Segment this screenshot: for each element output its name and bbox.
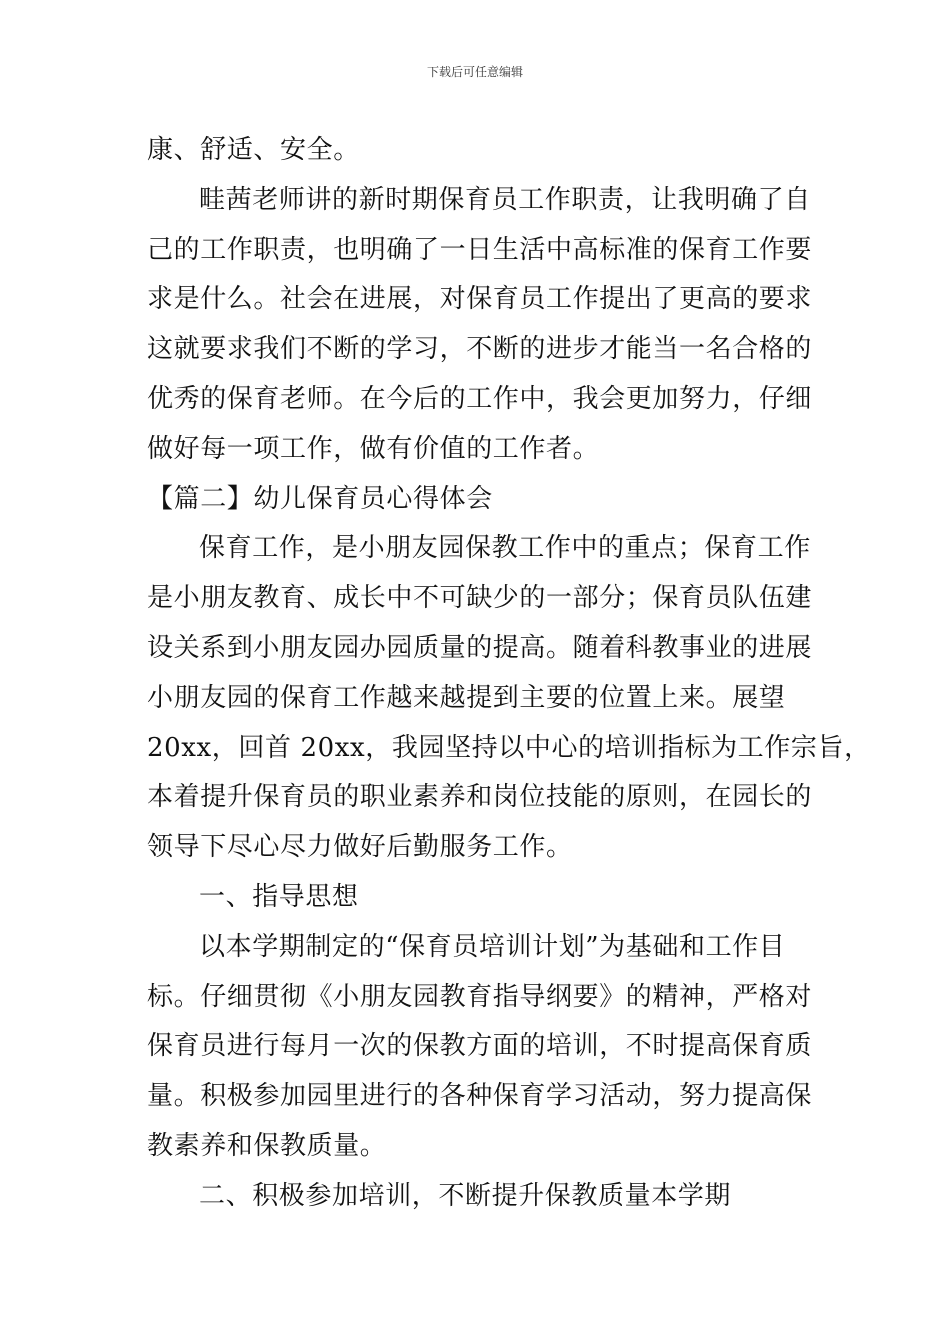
text-line: 教素养和保教质量。 — [147, 1130, 387, 1161]
text-line: 以本学期制定的“保育员培训计划”为基础和工作目 — [199, 931, 786, 962]
section-heading: 【篇二】幼儿保育员心得体会 — [147, 483, 493, 514]
document-body — [147, 126, 871, 1222]
text-line: 保育员进行每月一次的保教方面的培训，不时提高保育质 — [147, 1031, 813, 1062]
text-line: 量。积极参加园里进行的各种保育学习活动，努力提高保 — [147, 1081, 813, 1112]
subsection-heading: 二、积极参加培训，不断提升保教质量本学期 — [199, 1180, 732, 1211]
text-line: 康、舒适、安全。 — [147, 135, 360, 165]
text-line: 设关系到小朋友园办园质量的提高。随着科教事业的进展 — [147, 632, 813, 663]
text-line: 本着提升保育员的职业素养和岗位技能的原则，在园长的 — [147, 782, 813, 813]
text-line: 领导下尽心尽力做好后勤服务工作。 — [147, 832, 573, 863]
text-line: 畦茜老师讲的新时期保育员工作职责，让我明确了自 — [199, 184, 811, 215]
text-line: 小朋友园的保育工作越来越提到主要的位置上来。展望 — [147, 682, 786, 713]
page-header: 下载后可任意编辑 — [426, 65, 523, 79]
text-line: 20xx，回首 20xx，我园坚持以中心的培训指标为工作宗旨， — [147, 732, 871, 763]
text-line: 保育工作，是小朋友园保教工作中的重点；保育工作 — [199, 533, 811, 564]
text-line: 标。仔细贯彻《小朋友园教育指导纲要》的精神，严格对 — [147, 981, 813, 1012]
text-line: 己的工作职责，也明确了一日生活中高标准的保育工作要 — [147, 234, 813, 265]
text-line: 求是什么。社会在进展，对保育员工作提出了更高的要求 — [147, 284, 813, 315]
text-line: 这就要求我们不断的学习，不断的进步才能当一名合格的 — [147, 334, 813, 365]
text-line: 做好每一项工作，做有价值的工作者。 — [147, 433, 600, 464]
text-line: 优秀的保育老师。在今后的工作中，我会更加努力，仔细 — [147, 383, 813, 414]
subsection-heading: 一、指导思想 — [199, 881, 359, 912]
text-line: 是小朋友教育、成长中不可缺少的一部分；保育员队伍建 — [147, 583, 813, 614]
